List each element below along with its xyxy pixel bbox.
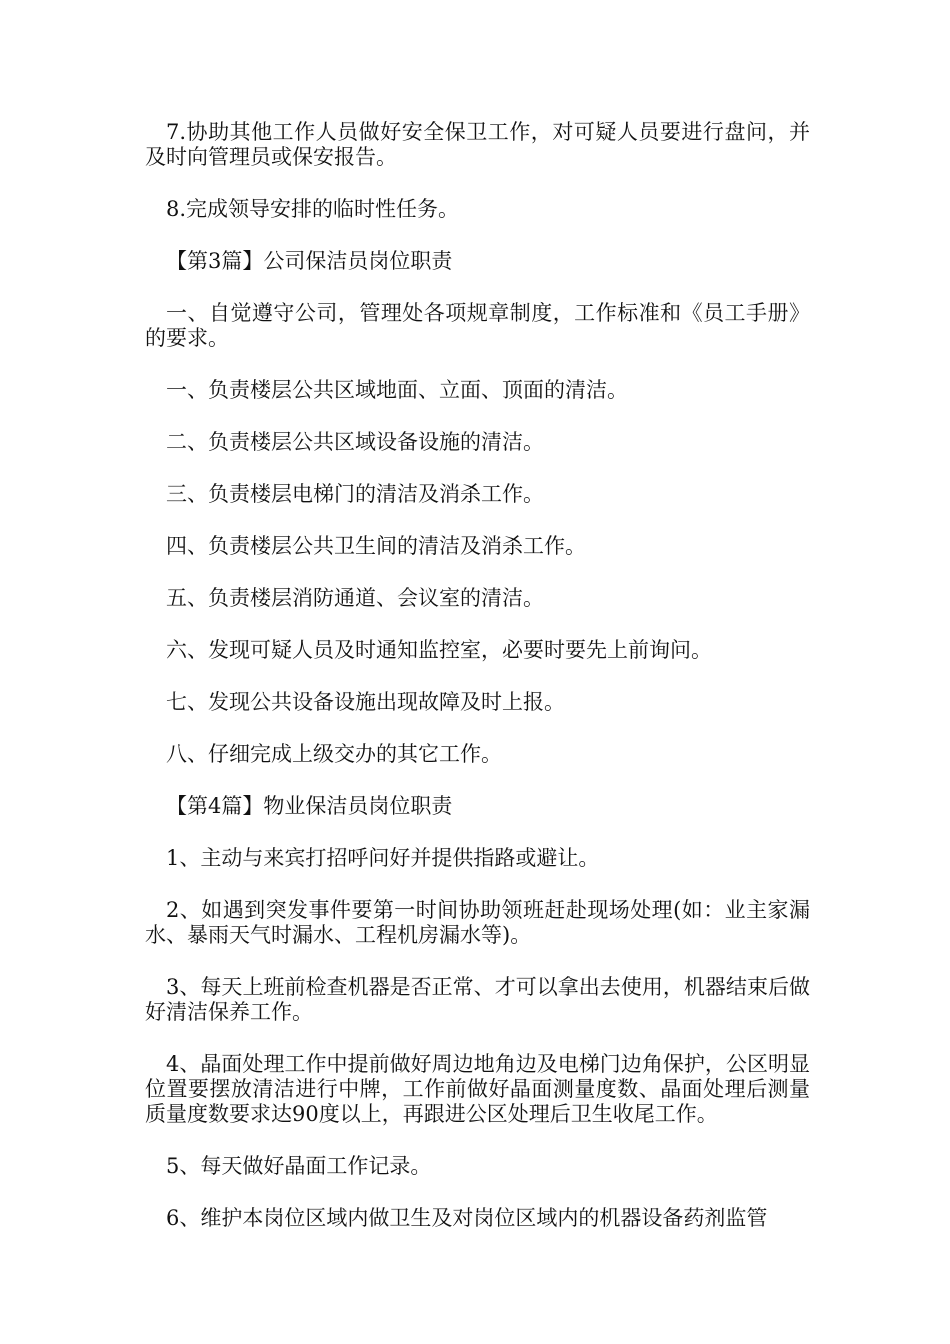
paragraph-item-3: 三、负责楼层电梯门的清洁及消杀工作。 xyxy=(166,482,544,506)
paragraph-item-8b: 八、仔细完成上级交办的其它工作。 xyxy=(166,742,502,766)
duty-item-2: 2、如遇到突发事件要第一时间协助领班赶赴现场处理(如：业主家漏水、暴雨天气时漏水、工程机房漏水等)。 xyxy=(145,898,810,947)
document-body xyxy=(145,120,810,1258)
paragraph-item-5: 五、负责楼层消防通道、会议室的清洁。 xyxy=(166,586,544,610)
duty-item-5: 5、每天做好晶面工作记录。 xyxy=(166,1154,432,1178)
paragraph-intro: 一、自觉遵守公司，管理处各项规章制度，工作标准和《员工手册》的要求。 xyxy=(145,301,810,350)
paragraph-item-6: 六、发现可疑人员及时通知监控室，必要时要先上前询问。 xyxy=(166,638,712,662)
duty-item-4: 4、晶面处理工作中提前做好周边地角边及电梯门边角保护，公区明显位置要摆放清洁进行中牌，工作前做好晶面测量度数、晶面处理后测量质量度数要求达90度以上，再跟进公区处理后卫生收尾工作。 xyxy=(145,1052,810,1126)
duty-item-3: 3、每天上班前检查机器是否正常、才可以拿出去使用，机器结束后做好清洁保养工作。 xyxy=(145,975,810,1024)
duty-item-1: 1、主动与来宾打招呼问好并提供指路或避让。 xyxy=(166,846,600,870)
duty-item-6: 6、维护本岗位区域内做卫生及对岗位区域内的机器设备药剂监管 xyxy=(166,1206,768,1230)
paragraph-item-7b: 七、发现公共设备设施出现故障及时上报。 xyxy=(166,690,565,714)
paragraph-item-1: 一、负责楼层公共区域地面、立面、顶面的清洁。 xyxy=(166,378,628,402)
section-heading-4: 【第4篇】物业保洁员岗位职责 xyxy=(166,794,453,818)
paragraph-item-8: 8.完成领导安排的临时性任务。 xyxy=(166,197,460,221)
paragraph-item-7: 7.协助其他工作人员做好安全保卫工作，对可疑人员要进行盘问，并及时向管理员或保安报告。 xyxy=(145,120,810,169)
paragraph-item-2: 二、负责楼层公共区域设备设施的清洁。 xyxy=(166,430,544,454)
section-heading-3: 【第3篇】公司保洁员岗位职责 xyxy=(166,249,453,273)
paragraph-item-4: 四、负责楼层公共卫生间的清洁及消杀工作。 xyxy=(166,534,586,558)
